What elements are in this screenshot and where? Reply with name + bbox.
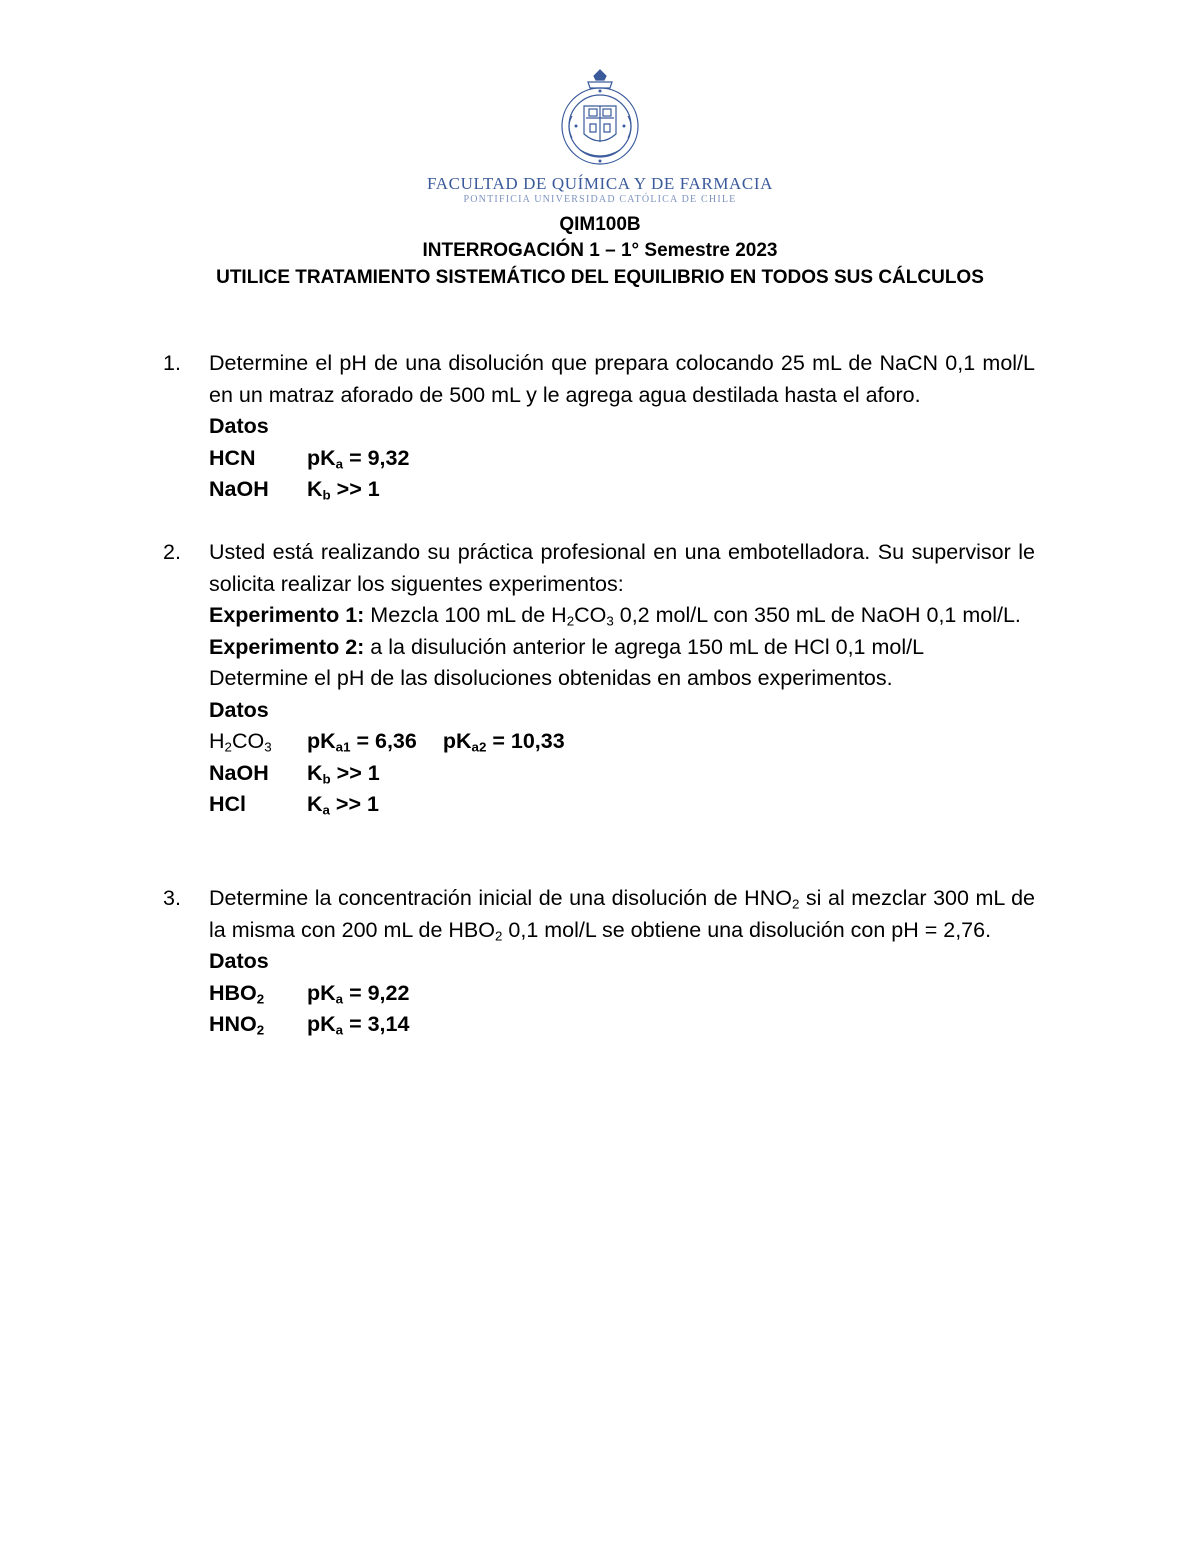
question-2: [163, 537, 1035, 821]
question-number: 2.: [163, 540, 181, 564]
datos-heading: Datos: [209, 697, 269, 722]
exam-instruction: UTILICE TRATAMIENTO SISTEMÁTICO DEL EQUILIBRIO EN TODOS SUS CÁLCULOS: [216, 267, 984, 288]
compound-name: NaOH: [209, 477, 269, 501]
experiment-2: Experimento 2: a la disulución anterior le agrega 150 mL de HCl 0,1 mol/L: [209, 634, 925, 659]
constant-value: $pK_a = 3,14$: [307, 1012, 410, 1038]
data-row-naoh: [209, 758, 1035, 790]
question-text: Determine el pH de una disolución que prepara colocando 25 mL de NaCN 0,1 mol/L en un matraz aforado de 500 mL y le agrega agua destilada hasta el aforo.: [209, 351, 1035, 407]
data-row-hbo2: [209, 978, 1035, 1010]
constant-value: $pK_a = 9,22$: [307, 980, 410, 1006]
data-row-hcn: [209, 443, 1035, 475]
exam-title: INTERROGACIÓN 1 – 1° Semestre 2023: [422, 240, 778, 261]
compound-name: $HNO_2$: [209, 1012, 265, 1038]
constant-value: $pK_{a2} = 10,33$: [442, 729, 565, 755]
constant-value: $K_a >> 1$: [307, 792, 379, 818]
datos-heading: Datos: [209, 949, 269, 973]
question-text: Determine la concentración inicial de una disolución de $HNO_2$ si al mezclar 300 mL de la misma con 200 mL de $HBO_2$ 0,1 mol/L se obtiene una disolución con pH = 2,76.: [209, 886, 1036, 943]
constant-value: $K_b >> 1$: [307, 477, 380, 503]
compound-name: HCN: [209, 445, 256, 470]
compound-name: HCl: [209, 792, 247, 816]
compound-name: $HBO_2$: [209, 980, 265, 1006]
question-3: [163, 883, 1035, 1041]
constant-value: $pK_a = 9,32$: [307, 445, 410, 471]
faculty-name: FACULTAD DE QUÍMICA Y DE FARMACIA: [426, 174, 774, 193]
question-number: 3.: [163, 886, 181, 910]
course-code: QIM100B: [559, 214, 641, 235]
data-row-naoh: [209, 474, 1035, 506]
experiment-1: Experimento 1: Mezcla 100 mL de $H_2CO_3$ 0,2 mol/L con 350 mL de NaOH 0,1 mol/L.: [209, 603, 1021, 629]
compound-name: $H_2CO_3$: [209, 729, 272, 755]
constant-value: $K_b >> 1$: [307, 760, 380, 786]
question-text: Usted está realizando su práctica profesional en una embotelladora. Su supervisor le solicita realizar los siguentes experimentos:: [209, 540, 1035, 596]
data-row-hcl: [209, 789, 1035, 821]
compound-name: NaOH: [209, 760, 269, 785]
question-number: 1.: [163, 351, 181, 375]
question-1: [163, 348, 1035, 506]
data-row-h2co3: [209, 726, 1035, 758]
university-seal-logo: [558, 68, 642, 172]
constant-value: $pK_{a1} = 6,36$: [307, 729, 417, 755]
data-row-hno2: [209, 1009, 1035, 1041]
datos-heading: Datos: [209, 414, 269, 438]
question-instruction: Determine el pH de las disoluciones obtenidas en ambos experimentos.: [209, 666, 893, 690]
university-name: PONTIFICIA UNIVERSIDAD CATÓLICA DE CHILE: [463, 194, 737, 205]
